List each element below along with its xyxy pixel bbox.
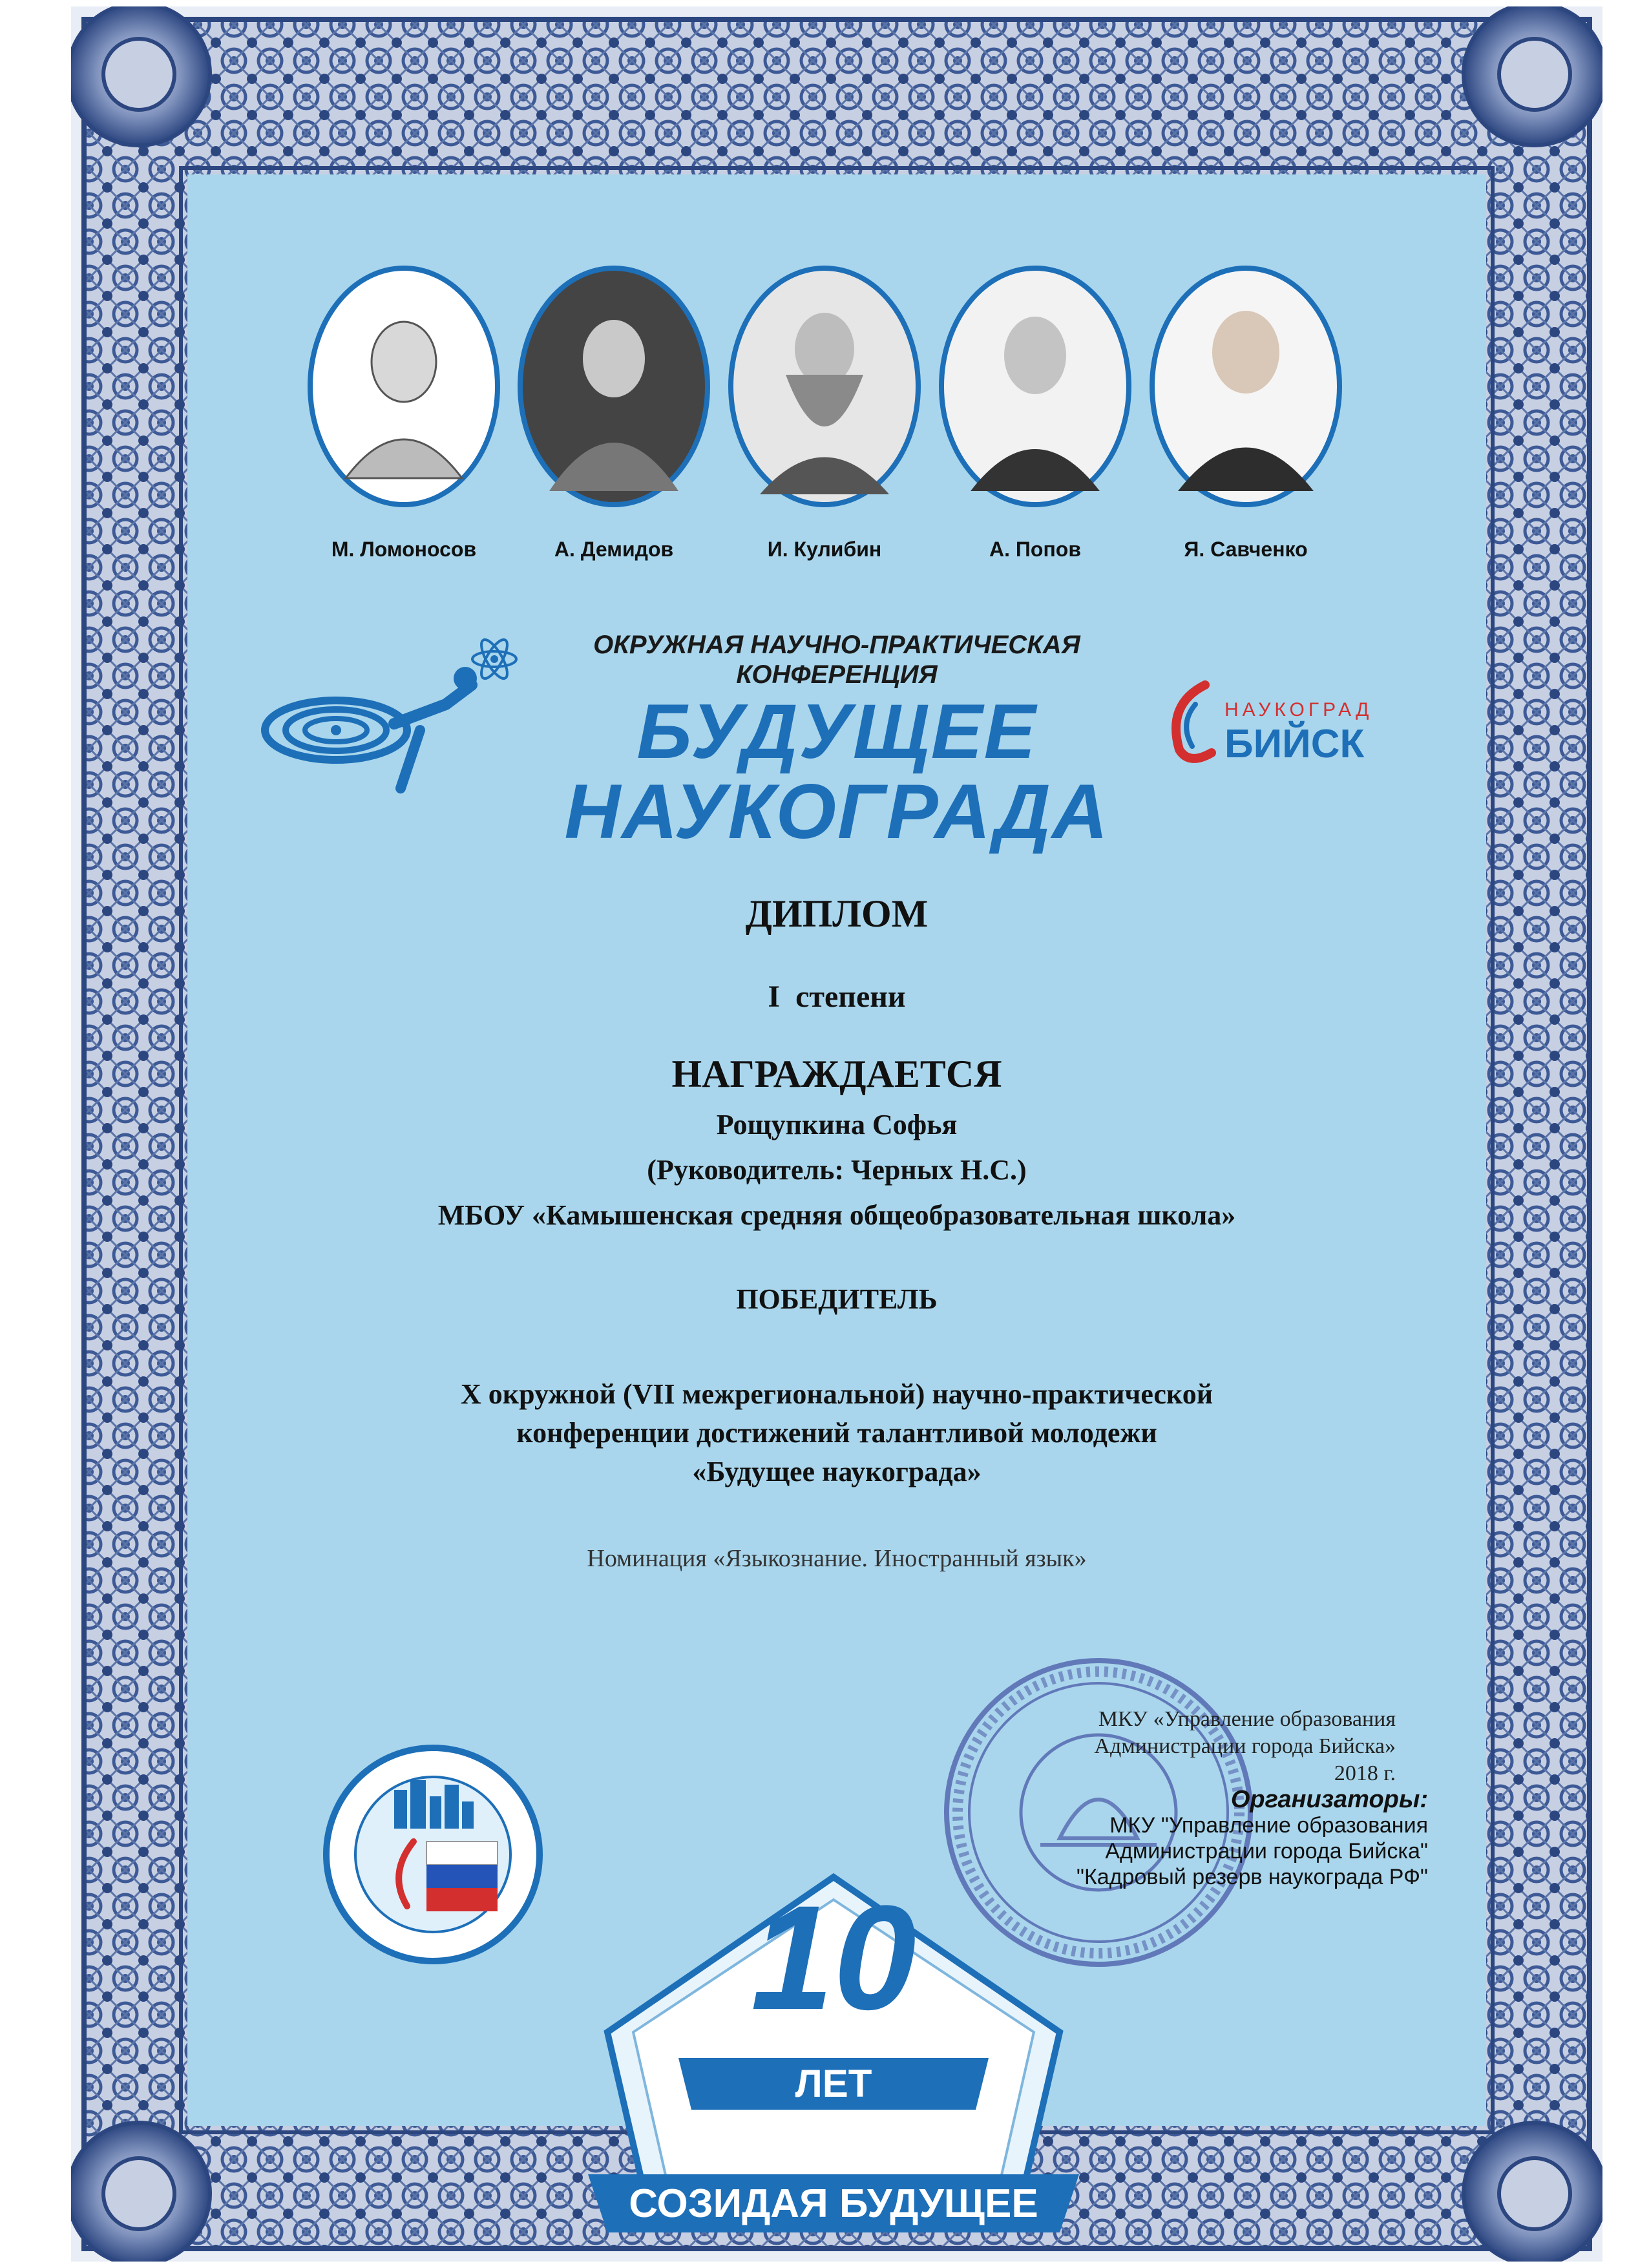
badge-number: 10 <box>751 1874 916 2041</box>
diploma-degree: I степени <box>768 980 906 1014</box>
awarded-heading: НАГРАЖДАЕТСЯ <box>671 1053 1002 1095</box>
badge-motto: СОЗИДАЯ БУДУЩЕЕ <box>629 2181 1038 2226</box>
conference-title-line2: НАУКОГРАДА <box>564 768 1109 855</box>
portrait-label-lomonosov: М. Ломоносов <box>331 538 477 561</box>
nomination: Номинация «Языкознание. Иностранный язык» <box>587 1545 1087 1572</box>
naukograd-biysk-logo <box>1160 678 1431 769</box>
recipient-name: Рощупкина Софья <box>716 1109 958 1140</box>
portrait-label-kulibin: И. Кулибин <box>767 538 882 561</box>
portrait-label-demidov: А. Демидов <box>554 538 674 561</box>
naukograd-swoosh-icon <box>1160 678 1231 769</box>
organizer-line3: "Кадровый резерв наукограда РФ" <box>1076 1865 1428 1889</box>
conference-kind-line1: ОКРУЖНАЯ НАУЧНО-ПРАКТИЧЕСКАЯ <box>593 631 1080 659</box>
badge-years: ЛЕТ <box>795 2062 872 2105</box>
portrait-label-savchenko: Я. Савченко <box>1184 538 1308 561</box>
event-line1: X окружной (VII межрегиональной) научно-практической <box>460 1378 1213 1410</box>
biysk-label: БИЙСК <box>1224 722 1365 766</box>
naukograd-label: НАУКОГРАД <box>1224 699 1373 720</box>
event-line2: конференции достижений талантливой молодежи <box>516 1417 1157 1449</box>
supervisor: (Руководитель: Черных Н.С.) <box>647 1154 1027 1186</box>
portrait-lomonosov <box>307 265 501 508</box>
conference-title-line1: БУДУЩЕЕ <box>636 688 1037 775</box>
school-name: МБОУ «Камышенская средняя общеобразовательная школа» <box>437 1199 1236 1231</box>
signature-line1: МКУ «Управление образования <box>1098 1707 1396 1731</box>
portrait-popov <box>938 265 1132 508</box>
organizer-line1: МКУ "Управление образования <box>1109 1813 1428 1838</box>
diploma-title: ДИПЛОМ <box>745 892 929 935</box>
conference-kind-line2: КОНФЕРЕНЦИЯ <box>736 660 938 689</box>
portrait-label-popov: А. Попов <box>989 538 1081 561</box>
signature-line2: Администрации города Бийска» <box>1094 1734 1396 1758</box>
organizers-heading: Организаторы: <box>1230 1786 1428 1813</box>
organizer-line2: Администрации города Бийска" <box>1105 1839 1428 1864</box>
portrait-savchenko <box>1149 265 1343 508</box>
winner-status: ПОБЕДИТЕЛЬ <box>736 1283 938 1315</box>
event-line3: «Будущее наукограда» <box>692 1456 982 1487</box>
signature-year: 2018 г. <box>1334 1761 1396 1785</box>
portrait-demidov <box>517 265 711 508</box>
portrait-kulibin <box>728 265 921 508</box>
education-department-seal <box>323 1745 543 1964</box>
